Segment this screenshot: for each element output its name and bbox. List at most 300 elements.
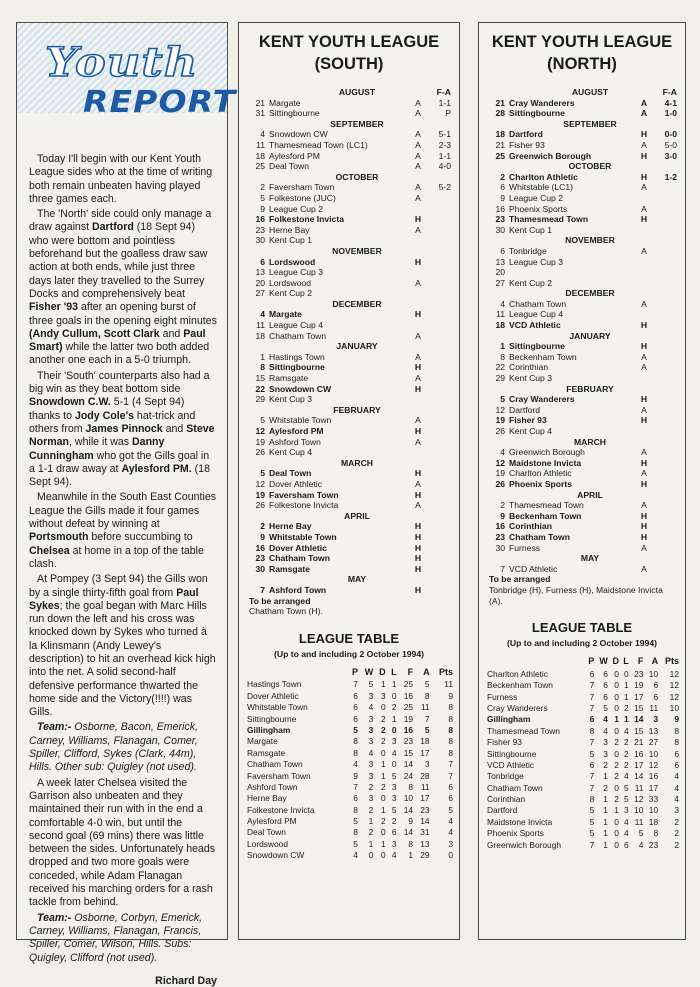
fixture-team: Kent Cup 2 (269, 288, 312, 299)
table-cell: 13 (648, 725, 659, 736)
fixture-month-row (489, 437, 677, 448)
table-cell: 8 (653, 828, 659, 839)
to-be-arranged-label: To be arranged (489, 574, 551, 585)
article-text: A week later Chelsea visited the Garrison also unbeaten and they maintained their run with in the end a comfortable 4-0 win, but until the second goal (69 mins) there was little between the sides. Unfortunately heads dropped and two more goals were conceded, while Adam Flanagan received his marching orders for a rash tackle from behind. (29, 776, 216, 909)
fixture-row (489, 309, 677, 320)
table-cell: 1 (391, 713, 397, 724)
table-header-cell: Pts (664, 656, 679, 667)
fixture-venue: A (415, 224, 421, 235)
fixture-team: Maidstone Invicta (509, 457, 582, 468)
article-paragraph (29, 721, 217, 774)
table-header-team (487, 656, 586, 668)
table-cell: 7 (353, 781, 358, 792)
fixture-date: 27 (495, 277, 505, 288)
fixture-team: League Cup 4 (269, 320, 323, 331)
table-cell: 0 (614, 839, 619, 850)
fixture-score: 4-1 (664, 97, 677, 108)
fixture-date: 11 (496, 309, 505, 320)
fixture-score-header (651, 119, 677, 130)
article-emphasis: Snowdown C.W. (29, 396, 111, 409)
table-row (487, 771, 681, 782)
fixture-venue: H (414, 584, 422, 595)
fixture-venue: A (415, 351, 421, 362)
article-emphasis: Aylesford PM. (121, 462, 192, 475)
fixture-venue: A (641, 139, 647, 150)
fixture-score-header (425, 299, 451, 310)
table-cell: 11 (649, 702, 659, 713)
fixture-venue: A (415, 415, 421, 426)
fixture-venue: H (414, 383, 422, 394)
fixture-date: 13 (495, 256, 505, 267)
fixture-date: 29 (255, 394, 265, 405)
fixture-team: Deal Town (269, 468, 312, 479)
table-cell: 0 (391, 724, 397, 735)
to-be-arranged-text: Chatham Town (H). (249, 606, 323, 617)
table-cell: 23 (403, 736, 414, 747)
fixture-month: OCTOBER (568, 161, 612, 172)
fixture-team: Whitstable Town (269, 415, 332, 426)
table-cell: 2 (624, 759, 629, 770)
table-cell: 7 (448, 759, 453, 770)
table-cell: 2 (614, 794, 619, 805)
article-emphasis: Steve Norman (29, 422, 215, 449)
fixture-date: 9 (260, 531, 265, 542)
table-cell: 5 (589, 805, 595, 816)
fixture-venue: A (641, 542, 647, 553)
fixture-month-row (249, 299, 451, 310)
table-cell: 4 (674, 771, 679, 782)
fixture-score: 5-1 (438, 129, 451, 140)
fixture-venue: H (414, 256, 422, 267)
fixture-score (651, 193, 677, 204)
table-cell: 1 (603, 828, 608, 839)
fixture-score (425, 415, 451, 426)
fixture-row (249, 193, 451, 204)
fixture-score (425, 331, 451, 342)
fixture-date: 29 (495, 373, 505, 384)
fixture-venue: H (414, 531, 422, 542)
table-cell: 1 (408, 850, 414, 861)
fixture-venue (637, 426, 651, 437)
fixture-month-row (249, 341, 451, 352)
table-cell: 3 (624, 805, 629, 816)
table-cell: 4 (368, 702, 374, 713)
fixture-date: 23 (255, 553, 265, 564)
table-cell: 9 (408, 816, 414, 827)
fixture-venue: A (415, 436, 421, 447)
table-team-name: Maidstone Invicta (487, 816, 553, 827)
fixture-team: Greenwich Borough (509, 447, 585, 458)
fixture-score (651, 214, 677, 225)
fixture-score (651, 458, 677, 469)
table-cell: 7 (589, 737, 595, 748)
table-cell: 2 (674, 828, 679, 839)
article-emphasis: Fisher '93 (29, 301, 79, 314)
fixture-team: Margate (269, 309, 302, 320)
table-cell: 2 (380, 736, 386, 747)
fixture-row (489, 479, 677, 490)
fixture-team: League Cup 2 (509, 192, 563, 203)
fixture-venue: A (641, 362, 647, 373)
fixture-row (489, 500, 677, 511)
fixture-score (425, 278, 451, 289)
table-team-name: Margate (247, 736, 278, 747)
fixture-score (651, 309, 677, 320)
fixture-month: OCTOBER (335, 171, 379, 182)
fixture-date: 26 (495, 478, 505, 489)
table-cell: 4 (391, 747, 397, 758)
fixture-month: APRIL (577, 489, 603, 500)
fixture-score (651, 182, 677, 193)
table-cell: 4 (448, 816, 453, 827)
table-cell: 8 (424, 690, 430, 701)
fixture-date: 7 (260, 584, 265, 595)
north-title-line2: (NORTH) (547, 55, 617, 73)
table-cell: 10 (648, 748, 659, 759)
fixture-row (249, 564, 451, 575)
table-cell: 9 (448, 690, 453, 701)
fixture-score (651, 447, 677, 458)
south-title (239, 31, 459, 75)
fixture-row (249, 257, 451, 268)
fixture-venue: A (415, 150, 421, 161)
table-cell: 6 (353, 713, 358, 724)
table-cell: 8 (448, 702, 453, 713)
table-cell: 8 (674, 737, 679, 748)
table-row (487, 725, 681, 736)
south-title-line2: (SOUTH) (314, 55, 384, 73)
fixture-date: 4 (500, 298, 505, 309)
table-header-cell: P (351, 666, 358, 677)
table-cell: 16 (648, 771, 659, 782)
table-cell: 17 (648, 782, 659, 793)
fixture-venue: A (641, 563, 647, 574)
table-team-name: Thamesmead Town (487, 725, 560, 736)
fixture-month-row (249, 511, 451, 522)
fixture-venue (637, 225, 651, 236)
table-team-name: Snowdown CW (247, 850, 305, 861)
fixture-date: 21 (255, 97, 265, 108)
north-title-line1: KENT YOUTH LEAGUE (491, 33, 673, 51)
fixture-venue (411, 447, 425, 458)
fixture-team: League Cup 2 (269, 203, 323, 214)
table-cell: 3 (653, 714, 659, 725)
fixture-score: 1-1 (438, 97, 451, 108)
table-cell: 3 (603, 748, 608, 759)
fixture-venue: H (414, 426, 422, 436)
table-cell: 21 (634, 737, 644, 748)
table-cell: 6 (674, 759, 679, 770)
fixture-score (425, 235, 451, 246)
table-cell: 11 (420, 781, 430, 792)
fixture-date: 1 (500, 341, 505, 352)
table-cell: 2 (380, 724, 386, 735)
table-team-name: Herne Bay (247, 793, 287, 804)
fixture-date: 18 (495, 320, 505, 331)
fixture-score (651, 246, 677, 257)
north-league-table (487, 656, 681, 850)
table-cell: 5 (589, 816, 595, 827)
fixture-date: 4 (260, 309, 265, 320)
fixture-date: 23 (495, 531, 505, 542)
article-text: Their 'South' counterparts also had a big win as they beat bottom side (29, 369, 210, 396)
fixture-team: Tonbridge (509, 245, 547, 256)
fixture-team: Whitstable Town (269, 531, 337, 542)
fixture-month-row (489, 87, 677, 98)
fixture-score-header (425, 341, 451, 352)
table-cell: 5 (589, 748, 595, 759)
fixture-month-row (489, 384, 677, 395)
fixture-score (651, 352, 677, 363)
table-cell: 25 (403, 702, 414, 713)
fixture-row (489, 129, 677, 140)
fixture-date: 16 (255, 542, 265, 553)
table-cell: 6 (603, 691, 608, 702)
fixture-date: 5 (260, 468, 265, 479)
to-be-arranged-text: Tonbridge (H), Furness (H), Maidstone Invicta (A). (489, 584, 663, 606)
fixture-venue: H (640, 457, 648, 468)
fixture-team: Dartford (509, 129, 543, 140)
table-team-name: Fisher 93 (487, 737, 522, 748)
fixture-venue (411, 235, 425, 246)
fixture-date: 8 (500, 351, 505, 362)
fixture-score-header (651, 384, 677, 395)
fixture-date: 22 (255, 383, 265, 394)
fixture-row (489, 320, 677, 331)
table-team-name: Ashford Town (247, 781, 298, 792)
fixture-month: JANUARY (336, 341, 378, 352)
fixture-team: Folkestone Invicta (269, 500, 339, 511)
table-cell: 0 (380, 747, 386, 758)
table-cell: 14 (634, 771, 644, 782)
table-cell: 6 (448, 781, 453, 792)
fixture-score-header (651, 235, 677, 246)
fixture-venue (637, 309, 651, 320)
table-row (487, 759, 681, 770)
fixture-date: 5 (500, 394, 505, 405)
table-cell: 8 (353, 736, 358, 747)
table-cell: 24 (403, 770, 414, 781)
fixture-row (249, 362, 451, 373)
fixture-row (249, 543, 451, 554)
fixture-score (651, 278, 677, 289)
table-team-name: Furness (487, 691, 518, 702)
fixture-row (249, 426, 451, 437)
fixture-date: 6 (260, 256, 265, 267)
fixture-row (489, 257, 677, 268)
table-cell: 23 (634, 668, 644, 679)
fixture-score (651, 426, 677, 437)
table-cell: 2 (603, 759, 608, 770)
fixture-score (651, 394, 677, 405)
fixture-venue: A (641, 298, 647, 309)
fixture-venue: A (415, 108, 421, 119)
fixture-venue: A (415, 161, 421, 172)
fixture-venue: H (640, 320, 648, 331)
table-row (247, 713, 455, 724)
fixture-score (425, 500, 451, 511)
table-cell: 25 (403, 679, 414, 690)
table-cell: 8 (589, 725, 595, 736)
fixture-row (249, 468, 451, 479)
fixture-venue: A (415, 330, 421, 341)
fixture-row (489, 98, 677, 109)
fixture-month-row (249, 458, 451, 469)
table-cell: 12 (648, 759, 659, 770)
table-cell: 33 (648, 794, 659, 805)
fixture-venue: H (640, 531, 648, 542)
fixture-date: 9 (260, 203, 265, 214)
table-cell: 3 (424, 759, 430, 770)
fixture-date: 26 (495, 426, 505, 436)
table-row (487, 702, 681, 713)
fixture-score (651, 257, 677, 268)
table-row (247, 815, 455, 826)
fixture-row (489, 214, 677, 225)
fixture-team: Charlton Athletic (509, 468, 572, 479)
fixture-date: 18 (255, 330, 265, 341)
fixture-venue: H (414, 309, 422, 320)
fixture-team: Chatham Town (269, 330, 327, 341)
table-cell: 7 (589, 839, 595, 850)
fixture-venue: H (640, 521, 648, 532)
table-team-name: Tonbridge (487, 771, 524, 782)
fixture-score-header (425, 246, 451, 257)
fixture-venue: A (641, 182, 647, 193)
fixture-venue: A (415, 182, 421, 193)
table-header-cell: W (599, 656, 608, 667)
table-cell: 11 (444, 679, 453, 690)
table-cell: 1 (603, 816, 608, 827)
fixture-date: 4 (500, 447, 505, 458)
south-league-column (238, 22, 460, 940)
fixture-team: Lordswood (269, 256, 316, 267)
table-team-name: Whitstable Town (247, 702, 308, 713)
fixture-team: Hastings Town (269, 351, 325, 362)
youth-report-logo (35, 39, 237, 127)
table-cell: 8 (408, 838, 414, 849)
table-header-row (247, 667, 455, 679)
fixture-date: 7 (500, 563, 505, 574)
table-cell: 8 (408, 781, 414, 792)
table-cell: 6 (624, 839, 629, 850)
fixture-row (249, 352, 451, 363)
fixture-row (489, 246, 677, 257)
fixture-score (651, 405, 677, 416)
table-cell: 3 (448, 838, 453, 849)
fixture-venue (411, 267, 425, 278)
article-emphasis: Chelsea (29, 544, 70, 557)
table-cell: 19 (403, 713, 414, 724)
fixture-venue: A (641, 468, 647, 479)
fixture-team: Thamesmead Town (LC1) (269, 139, 368, 150)
table-cell: 1 (380, 679, 386, 690)
fixture-row (249, 278, 451, 289)
table-cell: 1 (603, 794, 608, 805)
fixture-team: Kent Cup 3 (269, 394, 312, 405)
table-cell: 14 (634, 714, 644, 725)
fixture-team: Fisher 93 (509, 415, 547, 426)
article-emphasis: Team:- (37, 721, 72, 734)
fixture-team: Dover Athletic (269, 478, 323, 489)
fixture-venue: H (640, 394, 648, 405)
fixture-date: 21 (495, 97, 505, 108)
fixture-team: Charlton Athletic (509, 171, 578, 182)
fixture-row (249, 373, 451, 384)
table-cell: 13 (420, 838, 430, 849)
fixture-date: 25 (255, 161, 265, 172)
fixture-row (249, 437, 451, 448)
table-cell: 2 (380, 816, 386, 827)
fixture-venue: A (415, 97, 421, 108)
table-cell: 2 (380, 781, 386, 792)
article-text: and (162, 422, 187, 435)
north-title (479, 31, 685, 75)
table-cell: 0 (614, 680, 619, 691)
table-cell: 14 (403, 759, 414, 770)
fixture-score-header (651, 288, 677, 299)
table-row (487, 805, 681, 816)
table-cell: 7 (424, 713, 430, 724)
fixture-team: Folkestone Invicta (269, 214, 344, 225)
table-row (247, 701, 455, 712)
fixture-team: Sittingbourne (269, 362, 325, 373)
fixture-score (651, 543, 677, 554)
fixture-month: MARCH (341, 457, 373, 468)
table-cell: 15 (634, 702, 644, 713)
fixture-score-header: F-A (436, 87, 451, 97)
fixture-venue: H (640, 510, 648, 521)
fixture-date: 12 (255, 478, 265, 489)
fixture-score (425, 204, 451, 215)
fixture-row (249, 288, 451, 299)
article-text: Osborne, Corbyn, Emerick, Carney, Williams, Flanagan, Francis, Spiller, Comer, Wilson, Hills. Subs: Quigley, Clifford (not used). (29, 911, 203, 964)
fixture-score: 5-2 (438, 182, 451, 193)
fixture-row (489, 426, 677, 437)
table-cell: 6 (589, 668, 595, 679)
fixture-date: 13 (255, 267, 265, 278)
fixture-score (425, 267, 451, 278)
fixture-row (489, 394, 677, 405)
fixture-team: Sittingbourne (269, 108, 320, 119)
north-table-title: LEAGUE TABLE (531, 620, 633, 636)
fixture-row (489, 225, 677, 236)
fixture-date: 15 (255, 373, 265, 384)
article-text: and (159, 327, 184, 340)
fixture-team: Phoenix Sports (509, 203, 568, 214)
fixture-date: 11 (256, 320, 265, 331)
fixture-team: Folkestone (JUC) (269, 192, 336, 203)
fixture-team: Herne Bay (269, 224, 310, 235)
fixture-row (489, 108, 677, 119)
fixture-score (651, 267, 677, 278)
table-cell: 7 (589, 771, 595, 782)
fixture-score: 5-0 (664, 139, 677, 150)
fixture-team: Thamesmead Town (509, 500, 584, 511)
fixture-score-header: F-A (662, 87, 677, 97)
table-cell: 3 (368, 793, 374, 804)
article-text: At Pompey (3 Sept 94) the Gills won by a single thirty-fifth goal from (29, 573, 208, 599)
fixture-row (249, 479, 451, 490)
table-cell: 5 (353, 816, 358, 827)
table-cell: 23 (648, 839, 659, 850)
fixture-score (425, 564, 451, 575)
fixture-venue (411, 204, 425, 215)
table-cell: 5 (624, 782, 629, 793)
table-cell: 1 (614, 714, 619, 725)
table-cell: 2 (624, 737, 629, 748)
table-cell: 12 (634, 794, 644, 805)
